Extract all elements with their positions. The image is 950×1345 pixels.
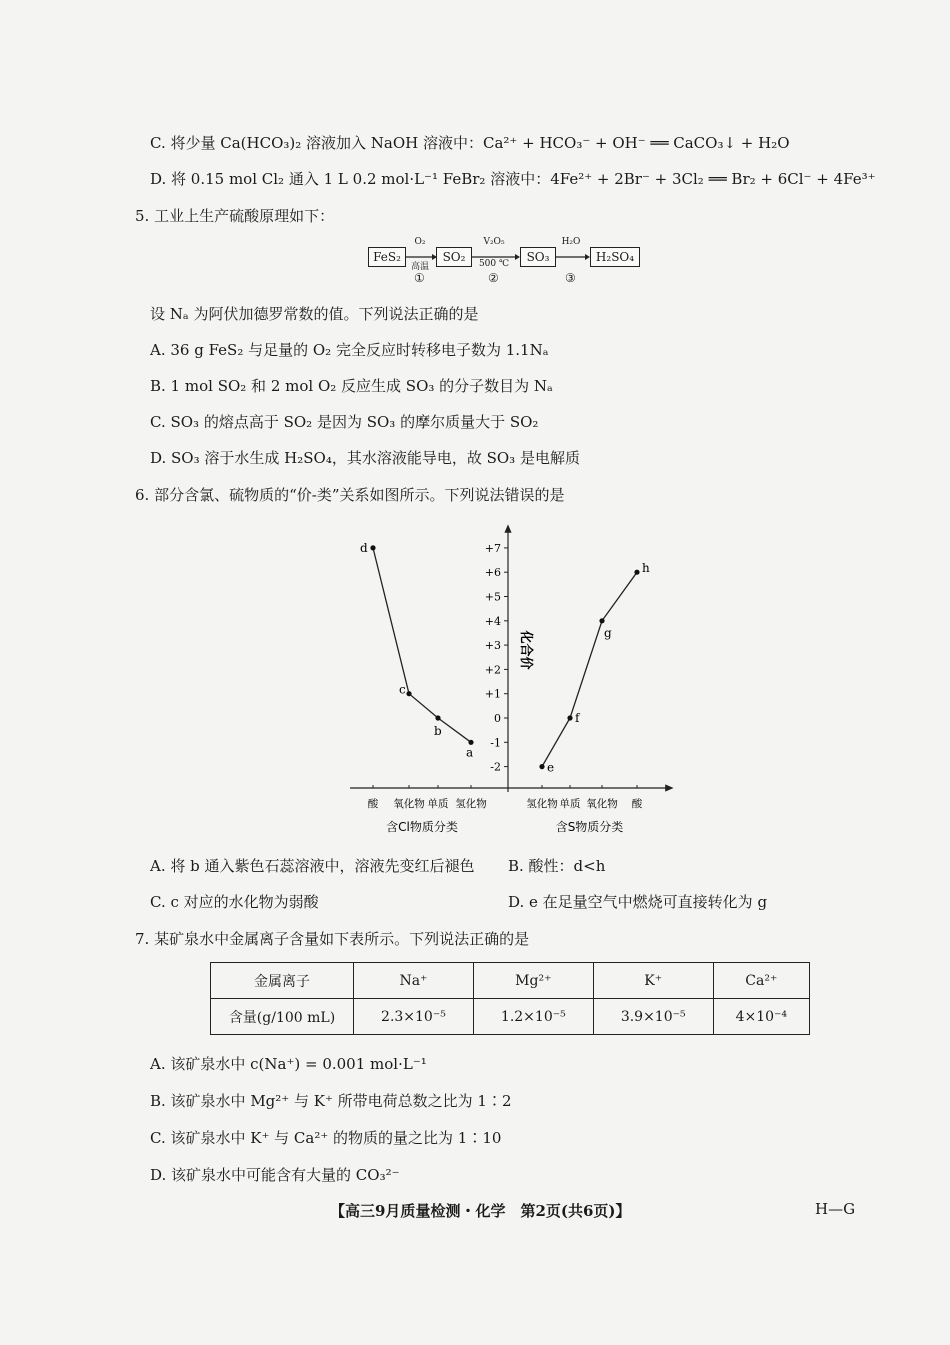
table-cell: 4×10⁻⁴ [713, 999, 809, 1035]
q7-option-d: D. 该矿泉水中可能含有大量的 CO₃²⁻ [150, 1166, 400, 1184]
q5-stem: 设 Nₐ 为阿伏加德罗常数的值。下列说法正确的是 [150, 305, 479, 323]
table-cell: Mg²⁺ [473, 963, 593, 999]
x-tick-label: 氧化物 [586, 798, 618, 810]
series-line-0 [373, 548, 471, 742]
q6-option-b: B. 酸性：d<h [508, 857, 606, 875]
chart-axes [350, 528, 670, 834]
point-a [468, 740, 473, 745]
y-tick-label: +1 [484, 687, 501, 701]
table-cell: 3.9×10⁻⁵ [593, 999, 713, 1035]
q5-title: 5. 工业上生产硫酸原理如下： [135, 207, 335, 225]
flow-box-fes2: FeS₂ [368, 247, 406, 267]
flow-condition-1: 高温 [410, 262, 429, 272]
table-cell: K⁺ [593, 963, 713, 999]
x-group-label: 含S物质分类 [555, 820, 624, 834]
flow-step-1: ① [414, 271, 425, 285]
table-cell: 2.3×10⁻⁵ [354, 999, 474, 1035]
point-h [634, 570, 639, 575]
point-b [435, 715, 440, 720]
table-cell: 1.2×10⁻⁵ [473, 999, 593, 1035]
y-tick-label: 0 [494, 712, 501, 725]
q5-option-d: D. SO₃ 溶于水生成 H₂SO₄，其水溶液能导电，故 SO₃ 是电解质 [150, 449, 580, 467]
flow-step-2: ② [488, 271, 499, 285]
q6-title: 6. 部分含氯、硫物质的“价-类”关系如图所示。下列说法错误的是 [135, 486, 565, 504]
y-tick-label: +2 [484, 663, 501, 677]
flow-reagent-3: H₂O [561, 237, 581, 247]
x-group-label: 含Cl物质分类 [386, 820, 458, 834]
point-c [406, 691, 411, 696]
sulfuric-acid-process-diagram [368, 237, 668, 290]
page-footer-title: 【高三9月质量检测・化学 第2页(共6页)】 [330, 1202, 631, 1220]
y-axis-label: 化合价 [518, 630, 533, 670]
q7-option-a: A. 该矿泉水中 c(Na⁺) = 0.001 mol·L⁻¹ [150, 1055, 427, 1073]
series-line-1 [542, 572, 637, 766]
flow-condition-2: 500 ℃ [478, 259, 510, 269]
y-tick-label: +4 [484, 614, 501, 628]
q5-option-b: B. 1 mol SO₂ 和 2 mol O₂ 反应生成 SO₃ 的分子数目为 Nₐ [150, 377, 553, 395]
y-tick-label: -2 [490, 760, 501, 774]
q6-option-a: A. 将 b 通入紫色石蕊溶液中，溶液先变红后褪色 [150, 857, 475, 875]
y-tick-label: -1 [490, 736, 501, 750]
x-tick-label: 氧化物 [393, 798, 425, 810]
flow-reagent-2: V₂O₅ [483, 237, 505, 247]
q6-option-d: D. e 在足量空气中燃烧可直接转化为 g [508, 893, 768, 911]
point-label-c: c [399, 682, 406, 697]
x-tick-label: 单质 [427, 798, 449, 810]
point-label-d: d [360, 540, 368, 555]
point-f [567, 715, 572, 720]
q5-option-a: A. 36 g FeS₂ 与足量的 O₂ 完全反应时转移电子数为 1.1Nₐ [150, 341, 549, 359]
table-header-row [211, 963, 810, 999]
q4-option-d: D. 将 0.15 mol Cl₂ 通入 1 L 0.2 mol·L⁻¹ FeBr₂ 溶液中：4Fe²⁺ + 2Br⁻ + 3Cl₂ ══ Br₂ + 6Cl⁻ + 4Fe³⁺ [150, 170, 876, 188]
flow-reagent-1: O₂ [414, 237, 426, 247]
x-tick-label: 酸 [367, 798, 379, 810]
q4-option-c: C. 将少量 Ca(HCO₃)₂ 溶液加入 NaOH 溶液中：Ca²⁺ + HCO₃⁻ + OH⁻ ══ CaCO₃↓ + H₂O [150, 134, 790, 152]
x-tick-label: 氢化物 [455, 798, 487, 810]
table-cell: 金属离子 [211, 963, 354, 999]
y-tick-label: +7 [484, 541, 501, 555]
page-footer-code: H—G [815, 1200, 856, 1218]
table-row [211, 999, 810, 1035]
table-cell: 含量(g/100 mL) [211, 999, 354, 1035]
x-tick-label: 氢化物 [526, 798, 558, 810]
point-label-a: a [466, 745, 474, 760]
chart-marks [360, 541, 650, 775]
flow-step-3: ③ [565, 271, 576, 285]
point-d [370, 545, 375, 550]
y-tick-label: +3 [484, 639, 501, 653]
point-label-e: e [547, 760, 555, 775]
table-cell: Ca²⁺ [713, 963, 809, 999]
point-label-h: h [642, 561, 650, 576]
table-cell: Na⁺ [354, 963, 474, 999]
x-tick-label: 酸 [631, 798, 643, 810]
x-tick-label: 单质 [559, 798, 581, 810]
point-label-g: g [604, 625, 612, 640]
q5-option-c: C. SO₃ 的熔点高于 SO₂ 是因为 SO₃ 的摩尔质量大于 SO₂ [150, 413, 539, 431]
valence-class-chart [340, 520, 680, 840]
point-e [539, 764, 544, 769]
point-label-b: b [434, 724, 442, 738]
y-tick-label: +5 [484, 590, 501, 604]
q7-option-b: B. 该矿泉水中 Mg²⁺ 与 K⁺ 所带电荷总数之比为 1∶2 [150, 1092, 512, 1110]
ion-content-table [210, 962, 810, 1035]
q7-option-c: C. 该矿泉水中 K⁺ 与 Ca²⁺ 的物质的量之比为 1∶10 [150, 1129, 502, 1147]
y-tick-label: +6 [484, 566, 501, 580]
point-g [599, 618, 604, 623]
q6-option-c: C. c 对应的水化物为弱酸 [150, 893, 319, 911]
point-label-f: f [575, 711, 580, 725]
q7-title: 7. 某矿泉水中金属离子含量如下表所示。下列说法正确的是 [135, 930, 530, 948]
flow-box-h2so4: H₂SO₄ [590, 247, 640, 267]
flow-box-so3: SO₃ [520, 247, 556, 267]
flow-box-so2: SO₂ [436, 247, 472, 267]
